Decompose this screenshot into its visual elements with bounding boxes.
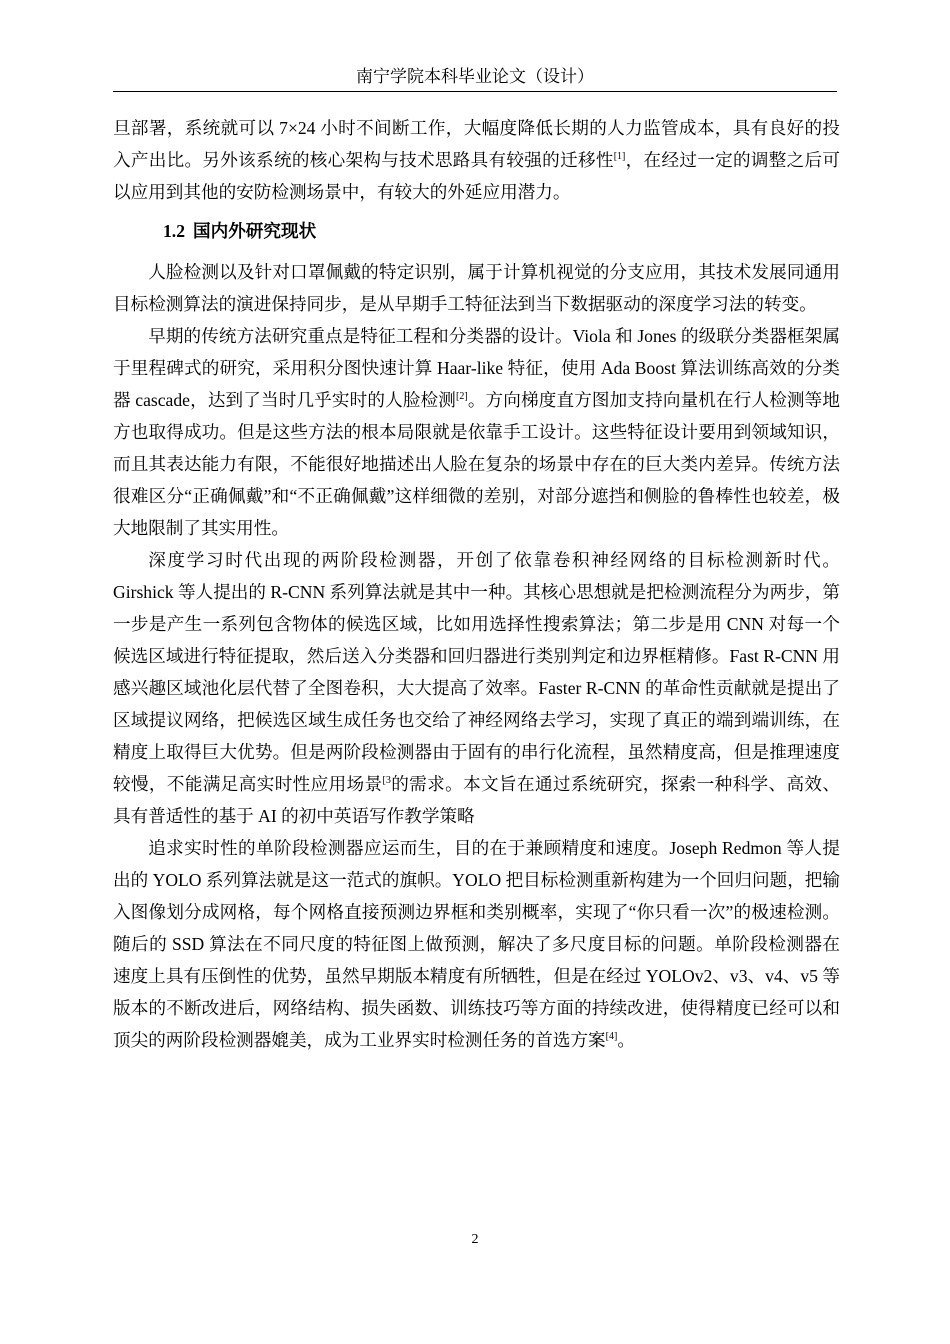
paragraph-text: 的需求。本文旨在通过系统研究，探索一种科学、高效、具有普适性的基于 AI 的初中英语写作教学策略 — [113, 774, 840, 826]
citation-2: [2] — [456, 391, 468, 403]
citation-4: [4] — [605, 1031, 618, 1043]
section-heading — [113, 208, 840, 248]
citation-3: [3 — [382, 775, 391, 787]
paragraph-text: 早期的传统方法研究重点是特征工程和分类器的设计。Viola 和 Jones 的级联分类器框架属于里程碑式的研究，采用积分图快速计算 Haar-like 特征，使用 Ada Boost 算法训练高效的分类器 cascade，达到了当时几乎实时的人脸检测 — [113, 326, 840, 410]
paragraph-text: 深度学习时代出现的两阶段检测器，开创了依靠卷积神经网络的目标检测新时代。Girshick 等人提出的 R-CNN 系列算法就是其中一种。其核心思想就是把检测流程分为两步，第一步是产生一系列包含物体的候选区域，比如用选择性搜索算法；第二步是用 CNN 对每一个候选区域进行特征提取，然后送入分类器和回归器进行类别判定和边界框精修。Fast R-CNN 用感兴趣区域池化层代替了全图卷积，大大提高了效率。Faster R-CNN 的革命性贡献就是提出了区域提议网络，把候选区域生成任务也交给了神经网络去学习，实现了真正的端到端训练，在精度上取得巨大优势。但是两阶段检测器由于固有的串行化流程，虽然精度高，但是推理速度较慢，不能满足高实时性应用场景 — [113, 550, 840, 794]
paragraph-traditional-methods — [113, 320, 840, 544]
section-number: 1.2 — [163, 221, 185, 241]
paragraph-single-stage-detectors — [113, 832, 840, 1056]
paragraph-text: 旦部署，系统就可以 7×24 小时不间断工作，大幅度降低长期的人力监管成本，具有良好的投入产出比。另外该系统的核心架构与技术思路具有较强的迁移性 — [113, 118, 840, 170]
citation-1: [1] — [613, 151, 626, 163]
running-header: 南宁学院本科毕业论文（设计） — [356, 67, 594, 86]
paragraph-text: 人脸检测以及针对口罩佩戴的特定识别，属于计算机视觉的分支应用，其技术发展同通用目标检测算法的演进保持同步，是从早期手工特征法到当下数据驱动的深度学习法的转变。 — [113, 262, 840, 314]
paragraph-two-stage-detectors — [113, 544, 840, 832]
page-number: 2 — [471, 1232, 479, 1247]
paragraph-text: ，在经过一定的调整之后可以应用到其他的安防检测场景中，有较大的外延应用潜力。 — [113, 150, 840, 202]
section-title: 国内外研究现状 — [193, 221, 317, 241]
body-text — [113, 112, 840, 1056]
paragraph-text: 追求实时性的单阶段检测器应运而生，目的在于兼顾精度和速度。Joseph Redmon 等人提出的 YOLO 系列算法就是这一范式的旗帜。YOLO 把目标检测重新构建为一个回归问题，把输入图像划分成网格，每个网格直接预测边界框和类别概率，实现了“你只看一次”的极速检测。随后的 SSD 算法在不同尺度的特征图上做预测，解决了多尺度目标的问题。单阶段检测器在速度上具有压倒性的优势，虽然早期版本精度有所牺牲，但是在经过 YOLOv2、v3、v4、v5 等版本的不断改进后，网络结构、损失函数、训练技巧等方面的持续改进，使得精度已经可以和顶尖的两阶段检测器媲美，成为工业界实时检测任务的首选方案 — [113, 838, 840, 1050]
paragraph-text: 。方向梯度直方图加支持向量机在行人检测等地方也取得成功。但是这些方法的根本局限就是依靠手工设计。这些特征设计要用到领域知识，而且其表达能力有限，不能很好地描述出人脸在复杂的场景中存在的巨大类内差异。传统方法很难区分“正确佩戴”和“不正确佩戴”这样细微的差别，对部分遮挡和侧脸的鲁棒性也较差，极大地限制了其实用性。 — [113, 390, 840, 538]
header-rule — [113, 91, 837, 92]
paragraph-text: 。 — [617, 1030, 635, 1050]
paragraph-intro — [113, 256, 840, 320]
paragraph-continued — [113, 112, 840, 208]
